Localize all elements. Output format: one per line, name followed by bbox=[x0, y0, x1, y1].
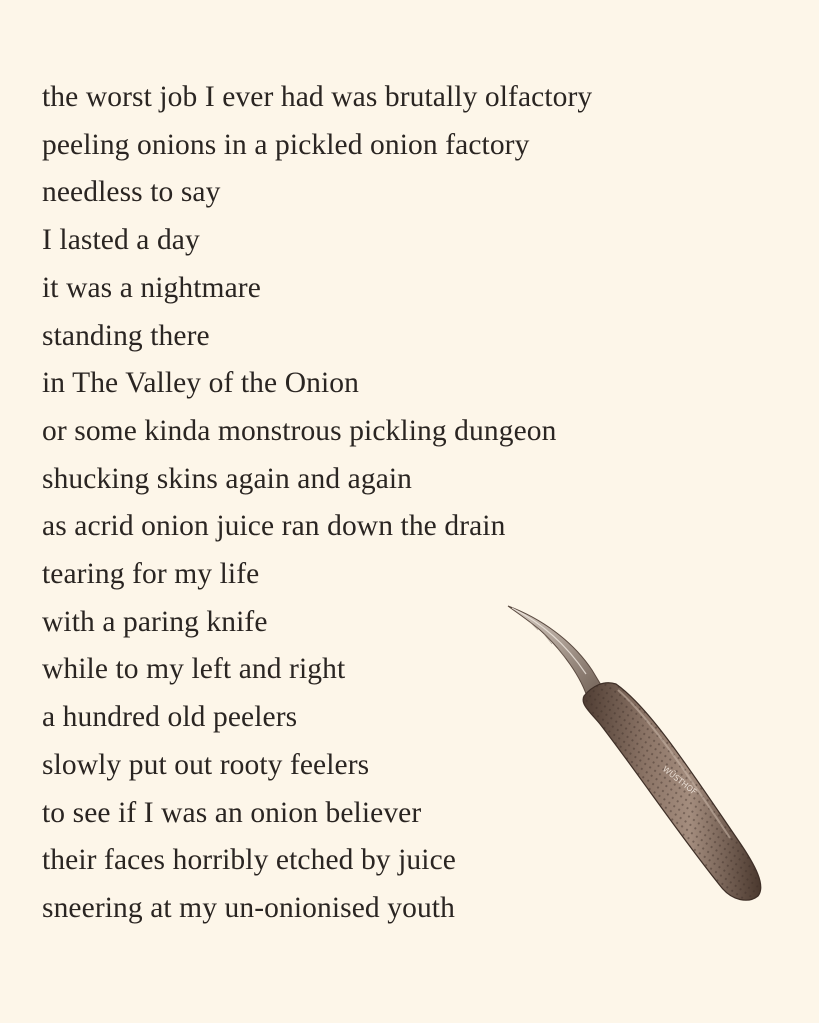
poem-line: the worst job I ever had was brutally olfactory bbox=[42, 81, 593, 113]
poem-line: while to my left and right bbox=[42, 653, 346, 686]
poem-line: with a paring knife bbox=[42, 605, 268, 638]
knife-handle bbox=[583, 683, 761, 900]
paring-knife-icon bbox=[500, 600, 775, 905]
poem-line: as acrid onion juice ran down the drain bbox=[42, 510, 506, 543]
poem-line: shucking skins again and again bbox=[42, 462, 413, 495]
poem-line: to see if I was an onion believer bbox=[42, 796, 422, 829]
knife-handle-text: WÜSTHOF bbox=[660, 764, 699, 797]
knife-blade bbox=[508, 606, 604, 700]
poem-line: it was a nightmare bbox=[42, 271, 261, 304]
poem-line: sneering at my un-onionised youth bbox=[42, 891, 455, 924]
poem-line: peeling onions in a pickled onion factory bbox=[42, 128, 530, 161]
poem-line: a hundred old peelers bbox=[42, 701, 298, 734]
poem-line: slowly put out rooty feelers bbox=[42, 748, 370, 781]
poem-line: I lasted a day bbox=[42, 224, 200, 257]
poem-line: tearing for my life bbox=[42, 558, 260, 591]
poem-line: needless to say bbox=[42, 176, 221, 209]
poem-line: their faces horribly etched by juice bbox=[42, 844, 456, 877]
poem-line: standing there bbox=[42, 319, 210, 352]
poem-line: in The Valley of the Onion bbox=[42, 367, 359, 400]
poem-line: or some kinda monstrous pickling dungeon bbox=[42, 414, 557, 447]
